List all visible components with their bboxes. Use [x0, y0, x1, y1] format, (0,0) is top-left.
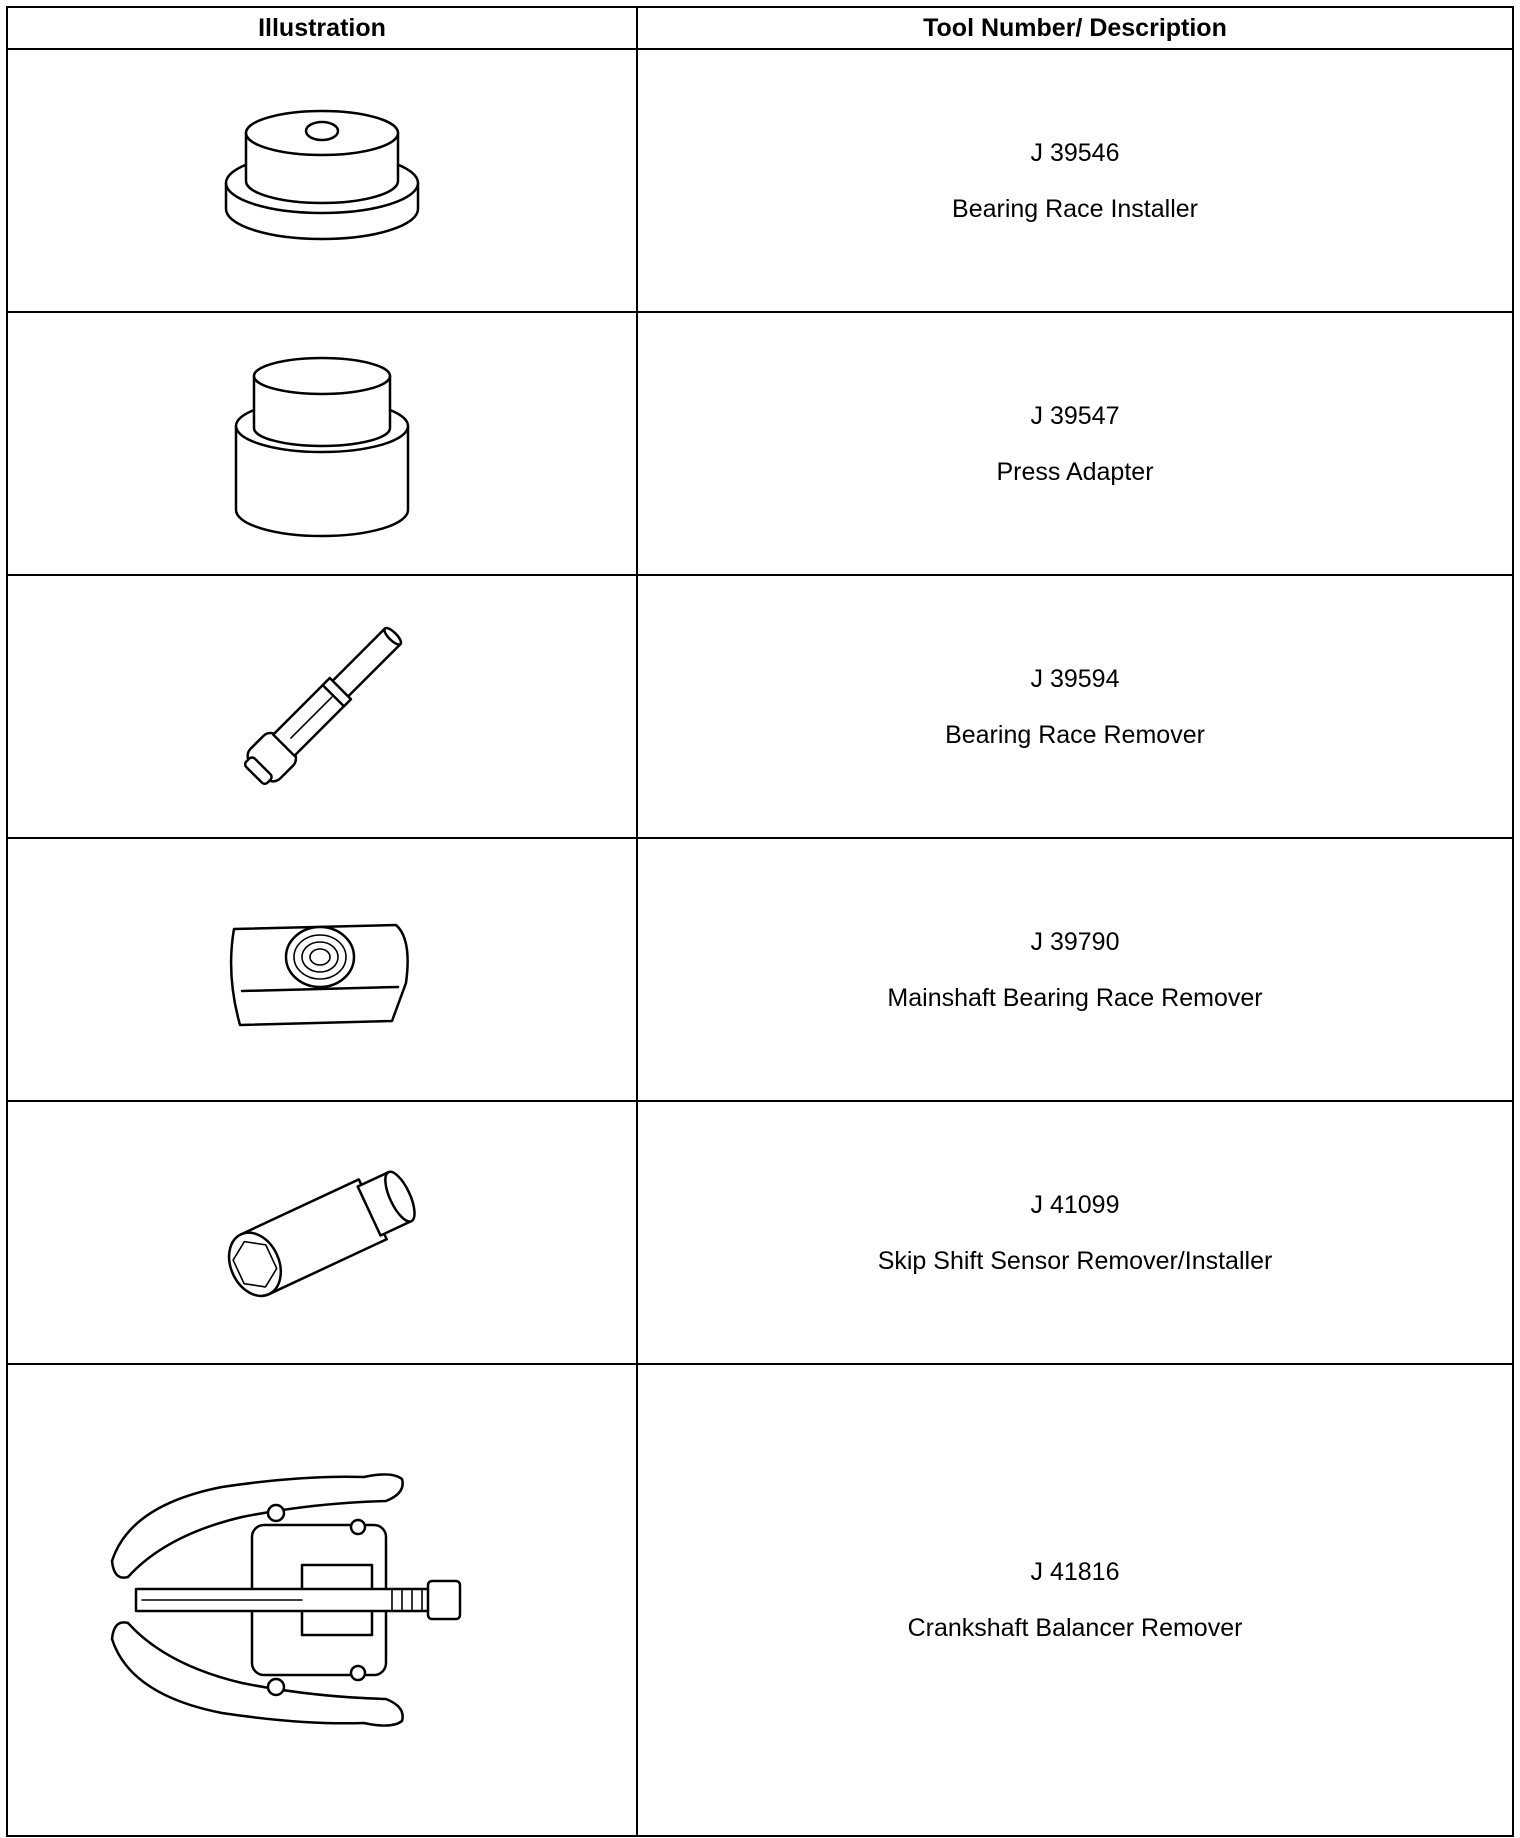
tool-number: J 39547 — [1030, 401, 1120, 430]
tool-description: Bearing Race Remover — [945, 720, 1205, 749]
tool-description: Skip Shift Sensor Remover/Installer — [877, 1246, 1273, 1275]
press-adapter-illustration — [222, 344, 422, 544]
illustration-cell — [7, 575, 637, 838]
tool-description: Mainshaft Bearing Race Remover — [887, 983, 1263, 1012]
description-cell — [637, 1101, 1513, 1364]
crankshaft-balancer-puller-illustration — [102, 1465, 542, 1735]
illustration-cell — [7, 1101, 637, 1364]
description-cell — [637, 838, 1513, 1101]
tool-description: Bearing Race Installer — [952, 194, 1198, 223]
tool-description: Crankshaft Balancer Remover — [907, 1614, 1243, 1642]
special-tools-table — [6, 6, 1514, 1837]
table-row — [7, 312, 1513, 575]
illustration-cell — [7, 1364, 637, 1836]
table-row — [7, 1101, 1513, 1364]
bearing-race-installer-illustration — [212, 91, 432, 271]
bearing-race-remover-illustration — [202, 612, 442, 802]
illustration-header: Illustration — [7, 7, 637, 49]
table-row — [7, 1364, 1513, 1836]
table-row — [7, 49, 1513, 312]
description-cell — [637, 49, 1513, 312]
mainshaft-bearing-race-remover-illustration — [212, 895, 432, 1045]
skip-shift-sensor-socket-illustration — [202, 1148, 442, 1318]
tool-number: J 39594 — [1030, 664, 1120, 693]
tool-number: J 41099 — [1030, 1190, 1120, 1219]
description-cell — [637, 575, 1513, 838]
tool-description: Press Adapter — [996, 457, 1154, 486]
tool-number: J 39546 — [1030, 138, 1120, 167]
table-row — [7, 838, 1513, 1101]
description-cell — [637, 1364, 1513, 1836]
header-row — [7, 7, 1513, 49]
description-cell — [637, 312, 1513, 575]
illustration-cell — [7, 49, 637, 312]
tool-number: J 41816 — [1030, 1558, 1120, 1586]
illustration-cell — [7, 312, 637, 575]
illustration-cell — [7, 838, 637, 1101]
description-header: Tool Number/ Description — [637, 7, 1513, 49]
table-row — [7, 575, 1513, 838]
tool-number: J 39790 — [1030, 927, 1120, 956]
